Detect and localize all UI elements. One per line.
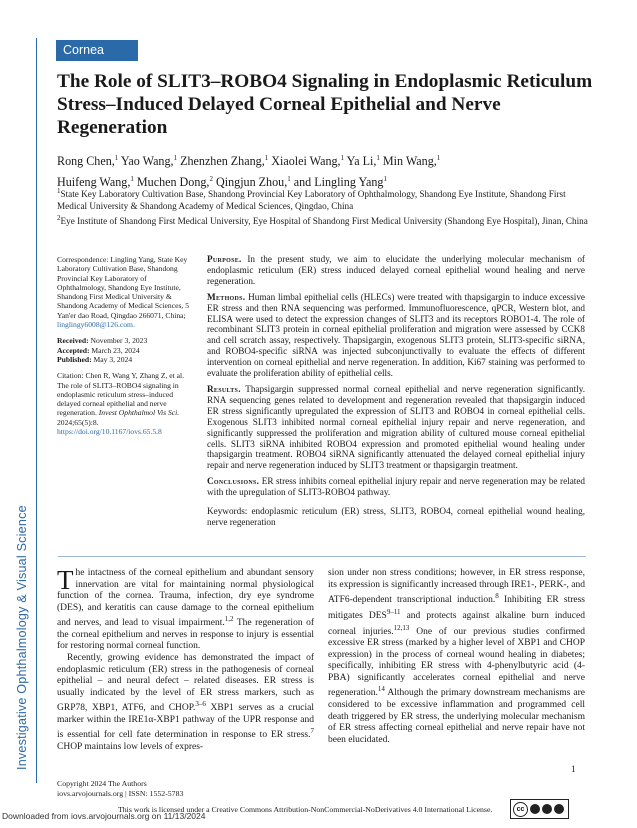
author-name: Yao Wang, bbox=[120, 154, 174, 169]
affiliation-2: $^2$Eye Institute of Shandong First Medical University, Eye Hospital of Shandong First Medical University (Shandong Eye Hospital), Jinan, China bbox=[57, 214, 588, 227]
section-badge: Cornea bbox=[56, 40, 138, 61]
author-affiliation-ref: 1 bbox=[114, 154, 119, 162]
abstract-conclusions: Conclusions. ER stress inhibits corneal epithelial injury repair and nerve regeneration may be related with the upregulation of SLIT3-ROBO4 pathway. bbox=[207, 476, 585, 498]
accepted-date: Accepted: March 23, 2024 bbox=[57, 345, 140, 355]
keywords: Keywords: endoplasmic reticulum (ER) stress, SLIT3, ROBO4, corneal epithelial wound healing, nerve regeneration bbox=[207, 506, 586, 527]
author-affiliation-ref: 1 bbox=[376, 154, 380, 162]
author-name: Ya Li, bbox=[346, 154, 377, 169]
author-affiliation-ref: 1 bbox=[264, 154, 269, 162]
abstract-results: Results. Thapsigargin suppressed normal corneal epithelial and nerve regeneration significantly. RNA sequencing genes related to development and regeneration revealed that thapsigargin induced ER stress significantly upregulated the expression of SLIT3 and ROBO4 in corneal epithelial cells. Exogenous SLIT3 inhibited normal corneal epithelial injury repair and nerve regeneration, and significantly suppressed the proliferation and migration ability of cultured mouse corneal epithelial cells. SLIT3 siRNA inhibited ROBO4 expression and promoted epithelial wound healing under thapsigargin treatment. ROBO4 siRNA significantly attenuated the delayed corneal epithelial injury repair and nerve regeneration induced by SLIT3 treatment or thapsigargin treatment. bbox=[207, 383, 585, 471]
author-list bbox=[57, 149, 587, 191]
abstract-purpose: Purpose. In the present study, we aim to elucidate the underlying molecular mechanism of endoplasmic reticulum (ER) stress induced delayed corneal epithelial wound healing and nerve regeneration. bbox=[207, 254, 585, 286]
author-name: Huifeng Wang, bbox=[57, 175, 131, 190]
article-title: The Role of SLIT3–ROBO4 Signaling in Endoplasmic Reticulum Stress–Induced Delayed Corneal Epithelial and Nerve Regeneration bbox=[57, 71, 593, 138]
author-affiliation-ref: 1 bbox=[173, 154, 178, 162]
author-name: Qingjun Zhou, bbox=[216, 175, 288, 190]
author-affiliation-ref: 1 bbox=[383, 175, 387, 184]
article-info-column bbox=[57, 255, 197, 436]
affiliation-1: $^1$State Key Laboratory Cultivation Base, Shandong Provincial Key Laboratory of Ophthalmology, Shandong Eye Institute, Shandong First Medical University & Shandong Academy of Medical Sciences, Qingdao, China bbox=[57, 187, 566, 211]
received-date: Received: November 3, 2023 bbox=[57, 336, 148, 346]
author-affiliation-ref: 1 bbox=[340, 154, 345, 162]
nd-icon bbox=[554, 804, 564, 814]
doi-link[interactable]: https://doi.org/10.1167/iovs.65.5.8 bbox=[57, 427, 162, 437]
abstract bbox=[207, 254, 585, 533]
sidebar-rule bbox=[36, 38, 37, 783]
intro-paragraph-1: The intactness of the corneal epithelium and abundant sensory innervation are vital for maintaining normal physiological function of the cornea. Trauma, infection, dry eye syndrome (DES), and keratitis can cause damage to the corneal epithelium and nerves, and lead to visual impairment.$^{1,2}$ The regeneration of the corneal epithelium and nerves in response to injury is essential for restoring normal corneal function. bbox=[57, 565, 314, 652]
citation: Citation: Chen R, Wang Y, Zhang Z, et al. The role of SLIT3–ROBO4 signaling in endoplasmic reticulum stress–induced delayed corneal epithelial and nerve regeneration. Invest Ophthalmol Vis Sci. 2024;65(5):8. https://doi.org/10.1167/iovs.65.5.8 bbox=[57, 371, 185, 437]
author-affiliation-ref: 1 bbox=[436, 154, 441, 162]
body-column-2 bbox=[328, 568, 585, 746]
copyright-notice: Copyright 2024 The Authors iovs.arvojournals.org | ISSN: 1552-5783 bbox=[57, 779, 184, 798]
intro-paragraph-2: Recently, growing evidence has demonstrated the impact of endoplasmic reticulum (ER) stress in the pathogenesis of corneal epithelial – and neural defect – related diseases. ER stress is usually indicated by the level of ER stress markers, such as GRP78, XBP1, ATF6, and CHOP.$^{3-6}$ XBP1 serves as a crucial marker within the IRE1α-XBP1 pathway of the UPR response and is essential for cell fate determination in response to ER stress.$^7$ CHOP maintains low levels of expres- bbox=[57, 652, 314, 753]
section-divider bbox=[58, 556, 586, 557]
cc-icon: cc bbox=[513, 802, 528, 817]
author-affiliation-ref: 2 bbox=[209, 175, 213, 184]
nc-icon bbox=[542, 804, 552, 814]
drop-cap: T bbox=[57, 565, 74, 595]
abstract-methods: Methods. Human limbal epithelial cells (HLECs) were treated with thapsigargin to induce excessive ER stress and then RNA sequencing was performed. Immunofluorescence, qPCR, Western blot, and ELISA were used to detect the expression changes of SLIT3 and its receptors ROBO1-4. The role of recombinant SLIT3 protein in corneal epithelial proliferation and migration were assessed by CCK8 and cell scratch assay, respectively. Thapsigargin, exogenous SLIT3 protein, SLIT3-specific siRNA, and ROBO4-specific siRNA was injected subconjunctivally to evaluate the effects of different intervention on corneal epithelial and nerve regeneration. In addition, Ki67 staining was performed to evaluate the proliferation ability of epithelial cells. bbox=[207, 291, 585, 379]
affiliations bbox=[57, 186, 597, 229]
intro-paragraph-2-continued: sion under non stress conditions; however, in ER stress response, its expression is significantly increased through IRE1-, PERK-, and ATF6-dependent transcriptional induction.$^8$ Inhibiting ER stress mitigates DES$^{9-11}$ and protects against alkaline burn induced corneal injuries.$^{12,13}$ One of our previous studies confirmed excessive ER stress (marked by a higher level of XBP1 and CHOP expression) in the process of corneal wound healing in diabetes; specifically, inhibiting ER stress with 4-phenylbutyric acid (4-PBA) significantly accelerates corneal epithelial and nerve regeneration.$^{14}$ Although the primary downstream mechanisms are considered to be excessive inflammation and programmed cell death triggered by ER stress, the underlying molecular mechanism of ER stress affecting corneal epithelial and nerve repair have not been elucidated. bbox=[328, 568, 585, 745]
page-number: 1 bbox=[571, 765, 576, 775]
journal-name-vertical: Investigative Ophthalmology & Visual Science bbox=[15, 505, 29, 770]
by-icon bbox=[530, 804, 540, 814]
author-name: and Lingling Yang bbox=[293, 175, 384, 190]
author-name: Min Wang, bbox=[382, 154, 437, 169]
author-name: Rong Chen, bbox=[57, 154, 115, 169]
license-notice: This work is licensed under a Creative Commons Attribution-NonCommercial-NoDerivatives 4.0 International License. bbox=[118, 805, 493, 814]
author-affiliation-ref: 1 bbox=[130, 175, 134, 184]
correspondence-email-link[interactable]: linglingy6008@126.com. bbox=[57, 320, 135, 330]
correspondence: Correspondence: Lingling Yang, State Key Laboratory Cultivation Base, Shandong Provincial Key Laboratory of Ophthalmology, Shandong Eye Institute, Shandong First Medical University & Shandong Academy of Medical Sciences, 5 Yan'er dao Road, Qingdao 266071, China; linglingy6008@126.com. bbox=[57, 255, 190, 330]
creative-commons-logo[interactable] bbox=[510, 799, 569, 819]
download-stamp: Downloaded from iovs.arvojournals.org on 11/13/2024 bbox=[2, 811, 206, 821]
author-affiliation-ref: 1 bbox=[287, 175, 291, 184]
body-column-1 bbox=[57, 565, 314, 754]
author-name: Xiaolei Wang, bbox=[271, 154, 341, 169]
author-name: Zhenzhen Zhang, bbox=[180, 154, 265, 169]
author-name: Muchen Dong, bbox=[136, 175, 210, 190]
author-line-1 bbox=[57, 149, 587, 170]
published-date: Published: May 3, 2024 bbox=[57, 354, 133, 364]
